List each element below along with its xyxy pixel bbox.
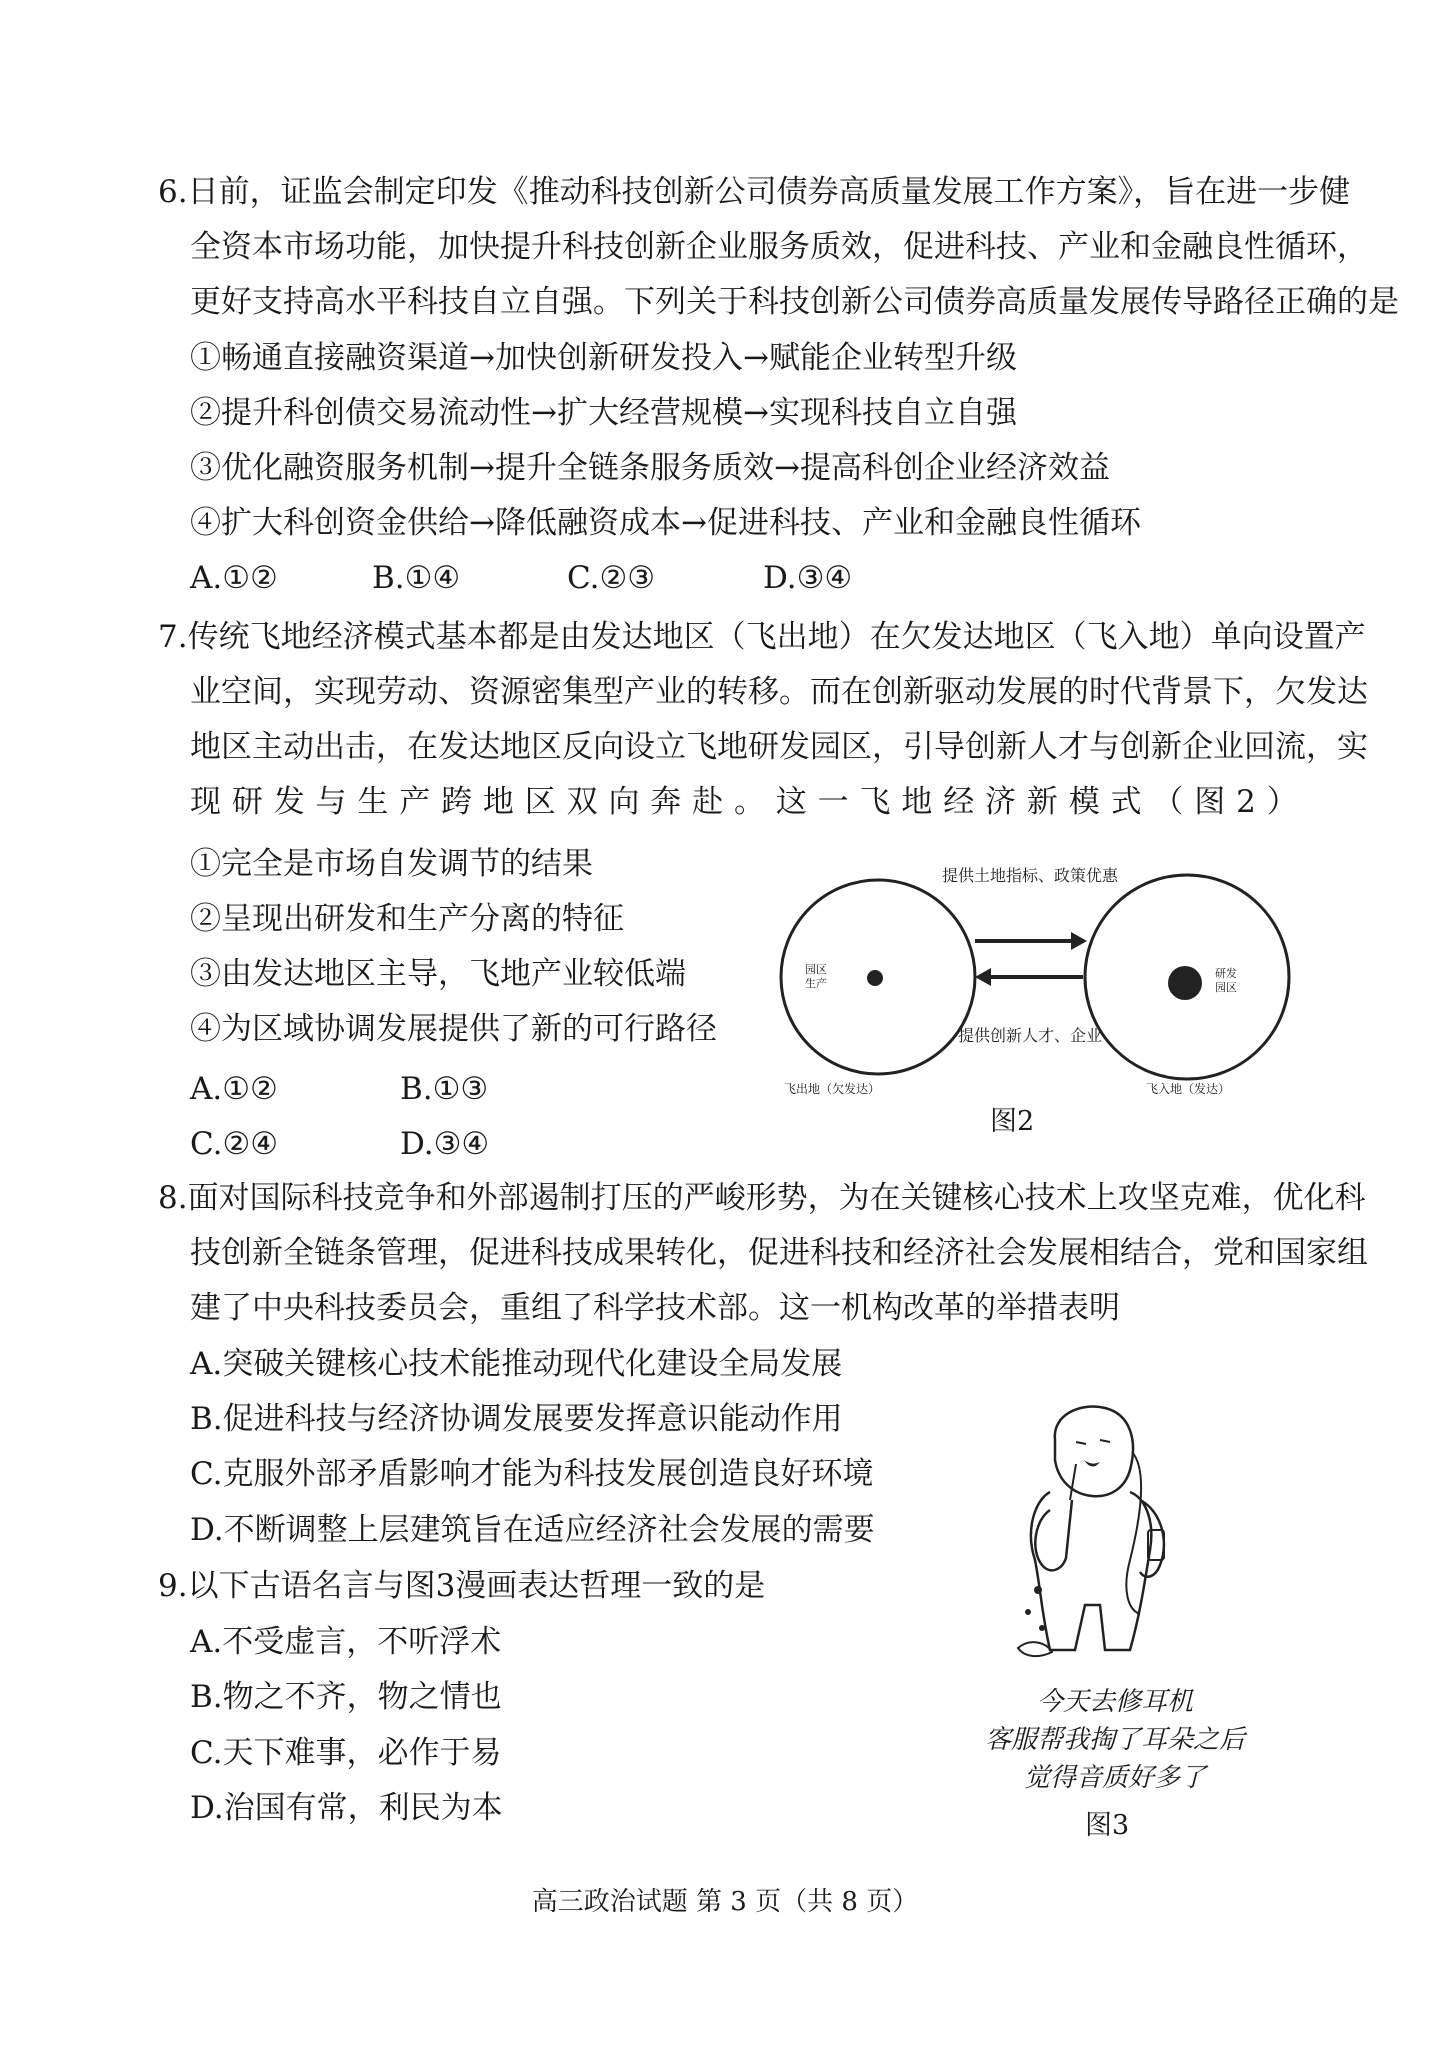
cartoon-drawing [980, 1400, 1280, 1680]
q8-stem-line-1: 8.面对国际科技竞争和外部遏制打压的严峻形势，为在关键核心技术上攻坚克难，优化科 [158, 1180, 1366, 1216]
q7-char: 模 [1068, 784, 1100, 820]
arrow-right-head [1071, 932, 1087, 950]
q8-option-c: C.克服外部矛盾影响才能为科技发展创造良好环境 [190, 1456, 874, 1492]
left-inner-label [805, 963, 845, 991]
q7-char: 发 [273, 784, 305, 820]
q7-char: 生 [357, 784, 389, 820]
q7-char: 区 [524, 784, 556, 820]
cotton-swab [1070, 1464, 1076, 1500]
q7-option-c: C.②④ [190, 1126, 279, 1162]
right-inner-label [1215, 967, 1255, 995]
figure-2-right-caption: 飞入地（发达） [1146, 1082, 1231, 1096]
q6-option-a: A.①② [190, 560, 278, 596]
q9-option-c: C.天下难事，必作于易 [190, 1735, 502, 1771]
q8-option-a: A.突破关键核心技术能推动现代化建设全局发展 [190, 1346, 843, 1382]
q7-char: 双 [566, 784, 598, 820]
q7-char: 这 [775, 784, 807, 820]
right-dot [1168, 966, 1202, 1000]
q9-stem: 9.以下古语名言与图3漫画表达哲理一致的是 [158, 1568, 766, 1604]
q7-item-3: ③由发达地区主导，飞地产业较低端 [190, 956, 686, 992]
q7-option-d: D.③④ [400, 1126, 490, 1162]
q7-char: 现 [190, 784, 221, 820]
q9-option-d: D.治国有常，利民为本 [190, 1790, 503, 1826]
q7-stem-line-2: 业空间，实现劳动、资源密集型产业的转移。而在创新驱动发展的时代背景下，欠发达 [190, 674, 1368, 710]
q7-char: 式 [1110, 784, 1142, 820]
q7-char: 赴 [692, 784, 724, 820]
q8-option-d: D.不断调整上层建筑旨在适应经济社会发展的需要 [190, 1512, 875, 1548]
q7-char: 新 [1026, 784, 1058, 820]
q6-item-1: ①畅通直接融资渠道→加快创新研发投入→赋能企业转型升级 [190, 340, 1017, 376]
q6-option-c: C.②③ [567, 560, 656, 596]
q7-char: 向 [608, 784, 640, 820]
q7-item-1: ①完全是市场自发调节的结果 [190, 846, 593, 882]
q6-item-4: ④扩大科创资金供给→降低融资成本→促进科技、产业和金融良性循环 [190, 505, 1141, 541]
q7-item-4: ④为区域协调发展提供了新的可行路径 [190, 1011, 717, 1047]
top-arrow-label: 提供土地指标、政策优惠 [941, 866, 1118, 885]
q9-option-a: A.不受虚言，不听浮术 [190, 1624, 502, 1660]
q6-option-d: D.③④ [763, 560, 853, 596]
q7-char: 经 [943, 784, 975, 820]
q7-char: 产 [399, 784, 431, 820]
right-inner-line-1: 研发 [1215, 967, 1237, 980]
right-inner-line-2: 园区 [1215, 981, 1237, 994]
q7-char: 济 [985, 784, 1017, 820]
q7-char: 图 [1194, 784, 1226, 820]
q6-stem-line-2: 全资本市场功能，加快提升科技创新企业服务质效，促进科技、产业和金融良性循环， [190, 229, 1368, 265]
q7-char: 飞 [859, 784, 891, 820]
q9-option-b: B.物之不齐，物之情也 [190, 1679, 502, 1715]
q7-char: 研 [231, 784, 263, 820]
q6-option-b: B.①④ [372, 560, 461, 596]
page-footer: 高三政治试题 第 3 页（共 8 页） [531, 1887, 919, 1917]
q7-option-b: B.①③ [400, 1071, 489, 1107]
caption-line-3: 觉得音质好多了 [1023, 1763, 1206, 1793]
q6-item-3: ③优化融资服务机制→提升全链条服务质效→提高科创企业经济效益 [190, 450, 1110, 486]
q7-char: 地 [482, 784, 514, 820]
figure-3-cartoon [980, 1400, 1280, 1680]
figure-2-label: 图2 [990, 1106, 1035, 1137]
caption-line-1: 今天去修耳机 [1036, 1687, 1193, 1717]
q7-stem-line-4 [190, 782, 1298, 822]
figure-2-left-caption: 飞出地（欠发达） [784, 1082, 881, 1096]
left-inner-line-2: 生产 [805, 977, 827, 990]
q7-char: 一 [817, 784, 849, 820]
q6-stem-line-3: 更好支持高水平科技自立自强。下列关于科技创新公司债券高质量发展传导路径正确的是 [190, 284, 1399, 320]
wax-pile [1018, 1642, 1052, 1656]
bottom-arrow-label: 提供创新人才、企业 [957, 1026, 1102, 1045]
q7-stem-line-3: 地区主动出击，在发达地区反向设立飞地研发园区，引导创新人才与创新企业回流，实 [190, 729, 1368, 765]
figure-3-label: 图3 [1085, 1810, 1130, 1841]
q7-item-2: ②呈现出研发和生产分离的特征 [190, 901, 624, 937]
q7-char: 与 [315, 784, 347, 820]
wax-bit [1039, 1625, 1045, 1631]
q6-stem-line-1: 6.日前，证监会制定印发《推动科技创新公司债券高质量发展工作方案》，旨在进一步健 [158, 174, 1351, 210]
q7-char: 2 [1236, 784, 1256, 820]
q7-char: 奔 [650, 784, 682, 820]
cartoon-mouth [1084, 1460, 1100, 1467]
q7-option-a: A.①② [190, 1071, 278, 1107]
figure-3-caption [955, 1683, 1275, 1797]
q8-stem-line-2: 技创新全链条管理，促进科技成果转化，促进科技和经济社会发展相结合，党和国家组 [190, 1235, 1368, 1271]
q7-char: 。 [733, 784, 765, 820]
cartoon-left-arm [1035, 1500, 1072, 1570]
figure-2-diagram [775, 855, 1305, 1095]
left-inner-line-1: 园区 [805, 963, 827, 976]
q7-char: 跨 [441, 784, 473, 820]
q7-char: 地 [901, 784, 933, 820]
q8-stem-line-3: 建了中央科技委员会，重组了科学技术部。这一机构改革的举措表明 [190, 1290, 1120, 1326]
q7-char: （ [1152, 784, 1184, 820]
q6-item-2: ②提升科创债交易流动性→扩大经营规模→实现科技自立自强 [190, 395, 1017, 431]
q8-option-b: B.促进科技与经济协调发展要发挥意识能动作用 [190, 1401, 843, 1437]
cartoon-eyes [1076, 1440, 1110, 1444]
wax-bit [1034, 1586, 1042, 1594]
left-dot [867, 970, 883, 986]
cartoon-head [1055, 1407, 1133, 1497]
arrow-left-head [975, 968, 991, 986]
caption-line-2: 客服帮我掏了耳朵之后 [984, 1725, 1245, 1755]
q7-char: ） [1266, 784, 1298, 820]
wax-bit [1025, 1609, 1031, 1615]
q7-stem-line-1: 7.传统飞地经济模式基本都是由发达地区（飞出地）在欠发达地区（飞入地）单向设置产 [158, 619, 1366, 655]
